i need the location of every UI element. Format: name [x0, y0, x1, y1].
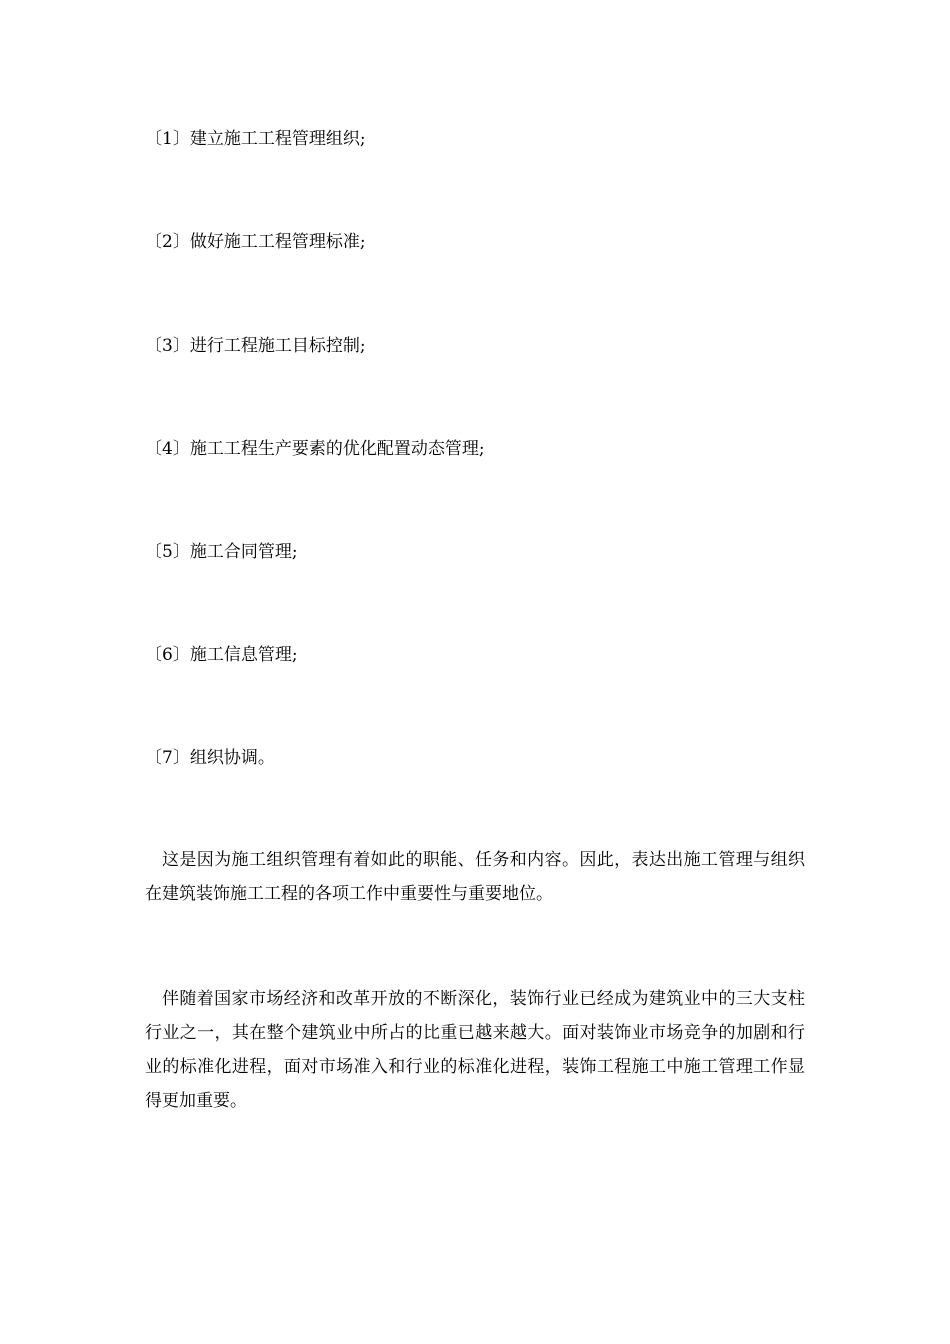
list-item-3: 〔3〕进行工程施工目标控制; [145, 336, 366, 356]
list-item-5: 〔5〕施工合同管理; [145, 542, 298, 562]
list-item-1: 〔1〕建立施工工程管理组织; [145, 129, 366, 149]
list-item-6: 〔6〕施工信息管理; [145, 645, 298, 665]
list-item-4: 〔4〕施工工程生产要素的优化配置动态管理; [145, 439, 485, 459]
paragraph-2: 伴随着国家市场经济和改革开放的不断深化，装饰行业已经成为建筑业中的三大支柱行业之一，其在整个建筑业中所占的比重已越来越大。面对装饰业市场竞争的加剧和行业的标准化进程，面对市场准入和行业的标准化进程，装饰工程施工中施工管理工作显得更加重要。 [145, 989, 805, 1111]
list-item-7: 〔7〕组织协调。 [145, 748, 275, 768]
list-item-2: 〔2〕做好施工工程管理标准; [145, 232, 366, 252]
paragraph-1: 这是因为施工组织管理有着如此的职能、任务和内容。因此，表达出施工管理与组织在建筑装饰施工工程的各项工作中重要性与重要地位。 [145, 850, 805, 904]
